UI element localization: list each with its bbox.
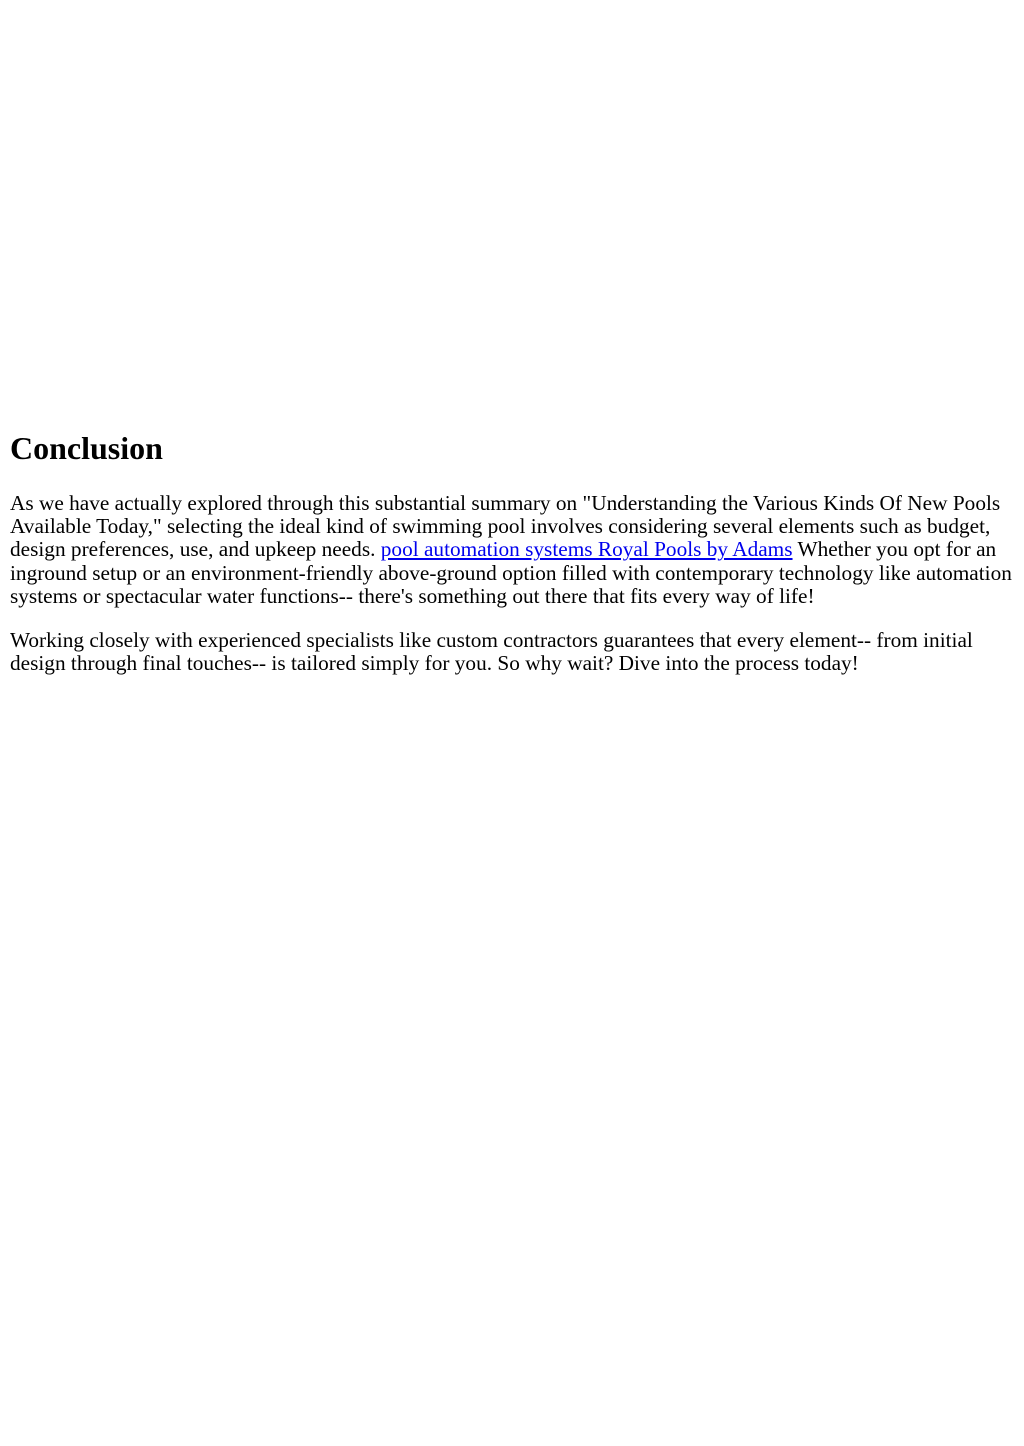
section-heading: Conclusion (10, 430, 163, 466)
closing-paragraph: Working closely with experienced specialists like custom contractors guarantees that every element-- from initial design through final touches-- is tailored simply for you. So why wait? Dive into the process today! (10, 628, 973, 676)
pool-automation-link[interactable]: pool automation systems Royal Pools by Adams (380, 537, 793, 562)
paragraph-text-before-link: As we have actually explored through this substantial summary on "Understanding the Various Kinds Of New Pools Available Today," selecting the ideal kind of swimming pool involves considering several elements such as budget, design preferences, use, and upkeep needs. (10, 491, 1001, 562)
conclusion-paragraph (10, 492, 1012, 608)
article-content (10, 429, 1012, 696)
paragraph-text-after-link: Whether you opt for an inground setup or an environment-friendly above-ground option filled with contemporary technology like automation systems or spectacular water functions-- there's something out there that fits every way of life! (10, 537, 1012, 608)
